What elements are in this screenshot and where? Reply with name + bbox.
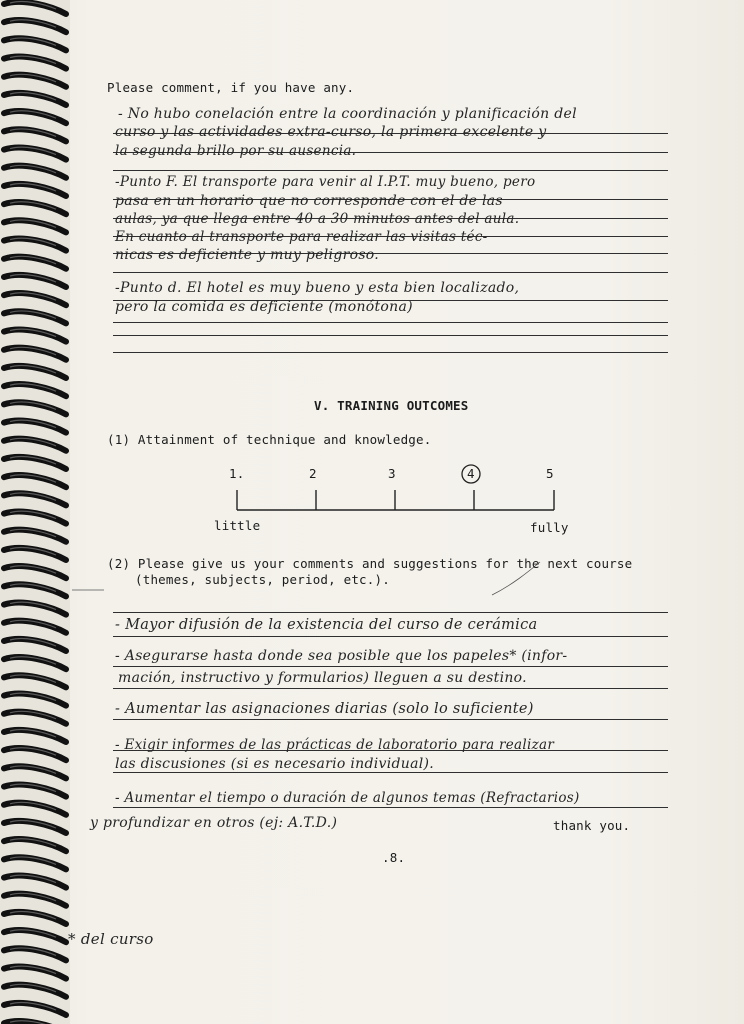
handwritten-suggestion-line: - Mayor difusión de la existencia del curso de cerámica — [115, 617, 538, 633]
page-number: .8. — [382, 850, 406, 865]
handwritten-comment-line: - No hubo conelación entre la coordinación y planificación del — [118, 106, 577, 122]
spiral-binding — [0, 0, 70, 1024]
question-1-text: (1) Attainment of technique and knowledge. — [107, 432, 432, 447]
handwritten-comment-line: pasa en un horario que no corresponde con el de las — [115, 193, 503, 209]
handwritten-comment-line: aulas, ya que llega entre 40 a 30 minutos antes del aula. — [115, 211, 520, 227]
handwritten-comment-line: pero la comida es deficiente (monótona) — [115, 299, 413, 315]
scale-number: 3 — [388, 466, 396, 481]
handwritten-suggestion-line: mación, instructivo y formularios) lleguen a su destino. — [118, 670, 527, 686]
rule-line — [113, 688, 668, 689]
handwritten-comment-line: la segunda brillo por su ausencia. — [115, 143, 357, 159]
rule-line — [113, 636, 668, 637]
rule-line — [113, 335, 668, 336]
rule-line — [113, 170, 668, 171]
handwritten-comment-line: -Punto d. El hotel es muy bueno y esta bien localizado, — [115, 280, 520, 296]
scale-number: 2 — [309, 466, 317, 481]
closing-thank-you: thank you. — [553, 818, 631, 833]
handwritten-comment-line: -Punto F. El transporte para venir al I.P.T. muy bueno, pero — [115, 174, 536, 190]
comment-prompt: Please comment, if you have any. — [107, 80, 355, 95]
handwritten-suggestion-line: y profundizar en otros (ej: A.T.D.) — [90, 815, 338, 831]
footnote: * del curso — [68, 930, 154, 948]
rule-line — [113, 772, 668, 773]
scale-label-little: little — [214, 518, 261, 533]
rule-line — [113, 807, 668, 808]
handwritten-suggestion-line: - Aumentar las asignaciones diarias (solo lo suficiente) — [115, 701, 534, 717]
rule-line — [113, 666, 668, 667]
rule-line — [113, 272, 668, 273]
section-heading: V. TRAINING OUTCOMES — [314, 398, 469, 413]
scale-label-fully: fully — [530, 520, 569, 535]
question-2-text: (2) Please give us your comments and suggestions for the next course — [107, 556, 633, 571]
handwritten-comment-line: curso y las actividades extra-curso, la primera excelente y — [115, 124, 547, 140]
handwritten-suggestion-line: - Asegurarse hasta donde sea posible que los papeles* (infor- — [115, 648, 568, 664]
rule-line — [113, 719, 668, 720]
handwritten-suggestion-line: las discusiones (si es necesario individual). — [115, 756, 435, 772]
scale-number: 1. — [229, 466, 245, 481]
handwritten-comment-line: nicas es deficiente y muy peligroso. — [115, 247, 380, 263]
rule-line — [113, 322, 668, 323]
scale-number: 5 — [546, 466, 554, 481]
handwritten-suggestion-line: - Aumentar el tiempo o duración de algunos temas (Refractarios) — [115, 790, 580, 806]
scale-number-selected: 4 — [467, 466, 475, 481]
question-2-text-continued: (themes, subjects, period, etc.). — [135, 572, 390, 587]
handwritten-suggestion-line: - Exigir informes de las prácticas de laboratorio para realizar — [115, 737, 555, 753]
rating-scale-line — [237, 490, 554, 510]
rule-line — [113, 612, 668, 613]
rule-line — [113, 352, 668, 353]
handwritten-comment-line: En cuanto al transporte para realizar las visitas téc- — [115, 229, 488, 245]
